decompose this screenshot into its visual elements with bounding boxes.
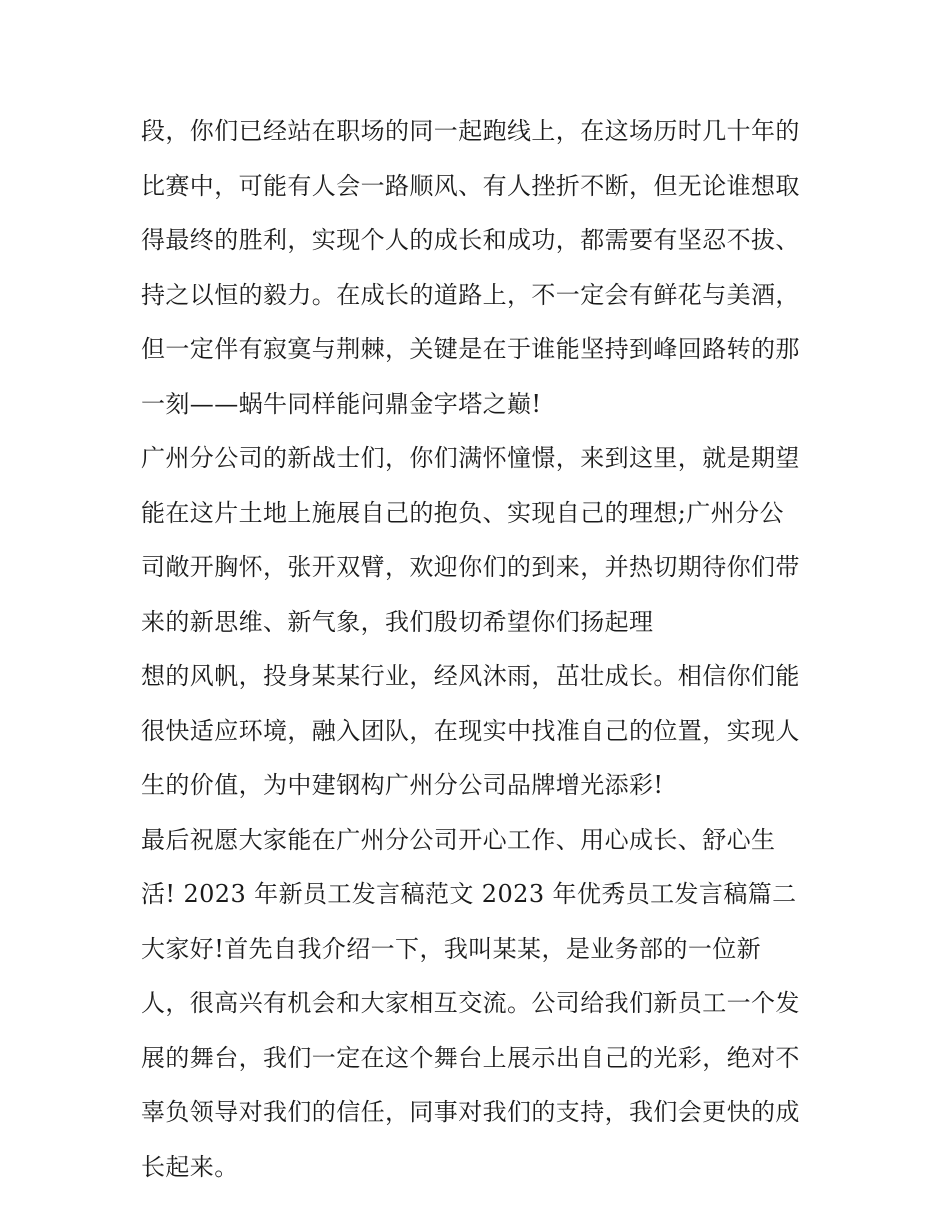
text-line: 来的新思维、新气象，我们殷切希望你们扬起理 <box>141 607 654 636</box>
text-line: 人，很高兴有机会和大家相互交流。公司给我们新员工一个发 <box>141 989 800 1017</box>
text-line: 很快适应环境，融入团队，在现实中找准自己的位置，实现人 <box>141 716 800 745</box>
text-line: 想的风帆，投身某某行业，经风沐雨，茁壮成长。相信你们能 <box>141 662 800 690</box>
text-line: 展的舞台，我们一定在这个舞台上展示出自己的光彩，绝对不 <box>141 1043 800 1072</box>
text-line: 能在这片土地上施展自己的抱负、实现自己的理想;广州分公 <box>141 498 784 527</box>
text-line: 生的价值，为中建钢构广州分公司品牌增光添彩! <box>141 771 664 799</box>
text-line: 辜负领导对我们的信任，同事对我们的支持，我们会更快的成 <box>141 1098 800 1126</box>
text-line: 一刻——蜗牛同样能问鼎金字塔之巅! <box>141 389 542 418</box>
text-line: 但一定伴有寂寞与荆棘，关键是在于谁能坚持到峰回路转的那 <box>141 335 800 363</box>
text-line: 广州分公司的新战士们，你们满怀憧憬，来到这里，就是期望 <box>141 444 800 472</box>
text-line: 段，你们已经站在职场的同一起跑线上，在这场历时几十年的 <box>141 117 800 145</box>
text-line: 司敞开胸怀，张开双臂，欢迎你们的到来，并热切期待你们带 <box>141 553 800 581</box>
text-line: 得最终的胜利，实现个人的成长和成功，都需要有坚忍不拔、 <box>141 226 800 254</box>
text-line: 长起来。 <box>141 1152 239 1181</box>
document-body <box>141 104 821 1194</box>
text-line: 活! 2023 年新员工发言稿范文 2023 年优秀员工发言稿篇二 <box>141 880 797 908</box>
text-line: 最后祝愿大家能在广州分公司开心工作、用心成长、舒心生 <box>141 825 776 854</box>
text-line: 大家好!首先自我介绍一下，我叫某某，是业务部的一位新 <box>141 934 762 963</box>
text-line: 比赛中，可能有人会一路顺风、有人挫折不断，但无论谁想取 <box>141 171 800 200</box>
text-line: 持之以恒的毅力。在成长的道路上，不一定会有鲜花与美酒， <box>141 280 800 309</box>
